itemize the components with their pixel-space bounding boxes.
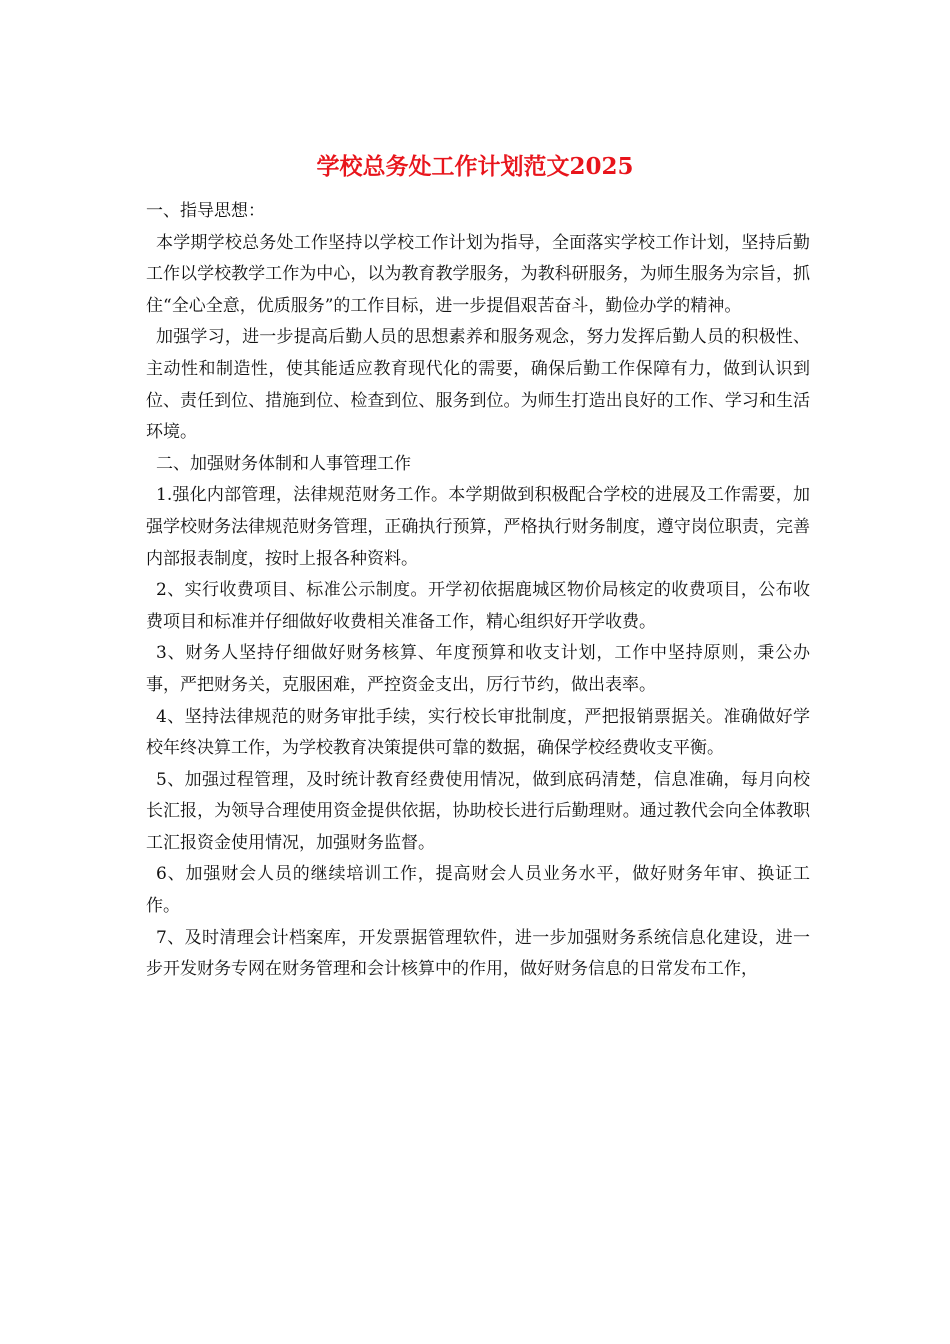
- list-item: 4、坚持法律规范的财务审批手续，实行校长审批制度，严把报销票据关。准确做好学校年终决算工作，为学校教育决策提供可靠的数据，确保学校经费收支平衡。: [146, 706, 810, 759]
- document-title: 学校总务处工作计划范文2025: [316, 153, 634, 180]
- list-item: 1.强化内部管理，法律规范财务工作。本学期做到积极配合学校的进展及工作需要，加强学校财务法律规范财务管理，正确执行预算，严格执行财务制度，遵守岗位职责，完善内部报表制度，按时上报各种资料。: [146, 485, 810, 569]
- list-item: 2、实行收费项目、标准公示制度。开学初依据鹿城区物价局核定的收费项目，公布收费项目和标准并仔细做好收费相关准备工作，精心组织好开学收费。: [146, 580, 810, 632]
- section-heading-finance-personnel: 二、加强财务体制和人事管理工作: [156, 453, 411, 474]
- paragraph: 本学期学校总务处工作坚持以学校工作计划为指导，全面落实学校工作计划，坚持后勤工作以学校教学工作为中心，以为教育教学服务，为教科研服务，为师生服务为宗旨，抓住“全心全意，优质服务”的工作目标，进一步提倡艰苦奋斗，勤俭办学的精神。: [146, 232, 810, 316]
- document-body: [146, 196, 810, 986]
- list-item: 3、财务人坚持仔细做好财务核算、年度预算和收支计划，工作中坚持原则，秉公办事，严把财务关，克服困难，严控资金支出，厉行节约，做出表率。: [146, 643, 810, 695]
- paragraph: 加强学习，进一步提高后勤人员的思想素养和服务观念，努力发挥后勤人员的积极性、主动性和制造性，使其能适应教育现代化的需要，确保后勤工作保障有力，做到认识到位、责任到位、措施到位、检查到位、服务到位。为师生打造出良好的工作、学习和生活环境。: [146, 327, 810, 443]
- list-item: 7、及时清理会计档案库，开发票据管理软件，进一步加强财务系统信息化建设，进一步开发财务专网在财务管理和会计核算中的作用，做好财务信息的日常发布工作，: [146, 927, 810, 980]
- list-item: 6、加强财会人员的继续培训工作，提高财会人员业务水平，做好财务年审、换证工作。: [146, 864, 810, 917]
- list-item: 5、加强过程管理，及时统计教育经费使用情况，做到底码清楚，信息准确，每月向校长汇报，为领导合理使用资金提供依据，协助校长进行后勤理财。通过教代会向全体教职工汇报资金使用情况，加强财务监督。: [146, 769, 810, 853]
- section-heading-guiding-ideology: 一、指导思想：: [146, 201, 265, 221]
